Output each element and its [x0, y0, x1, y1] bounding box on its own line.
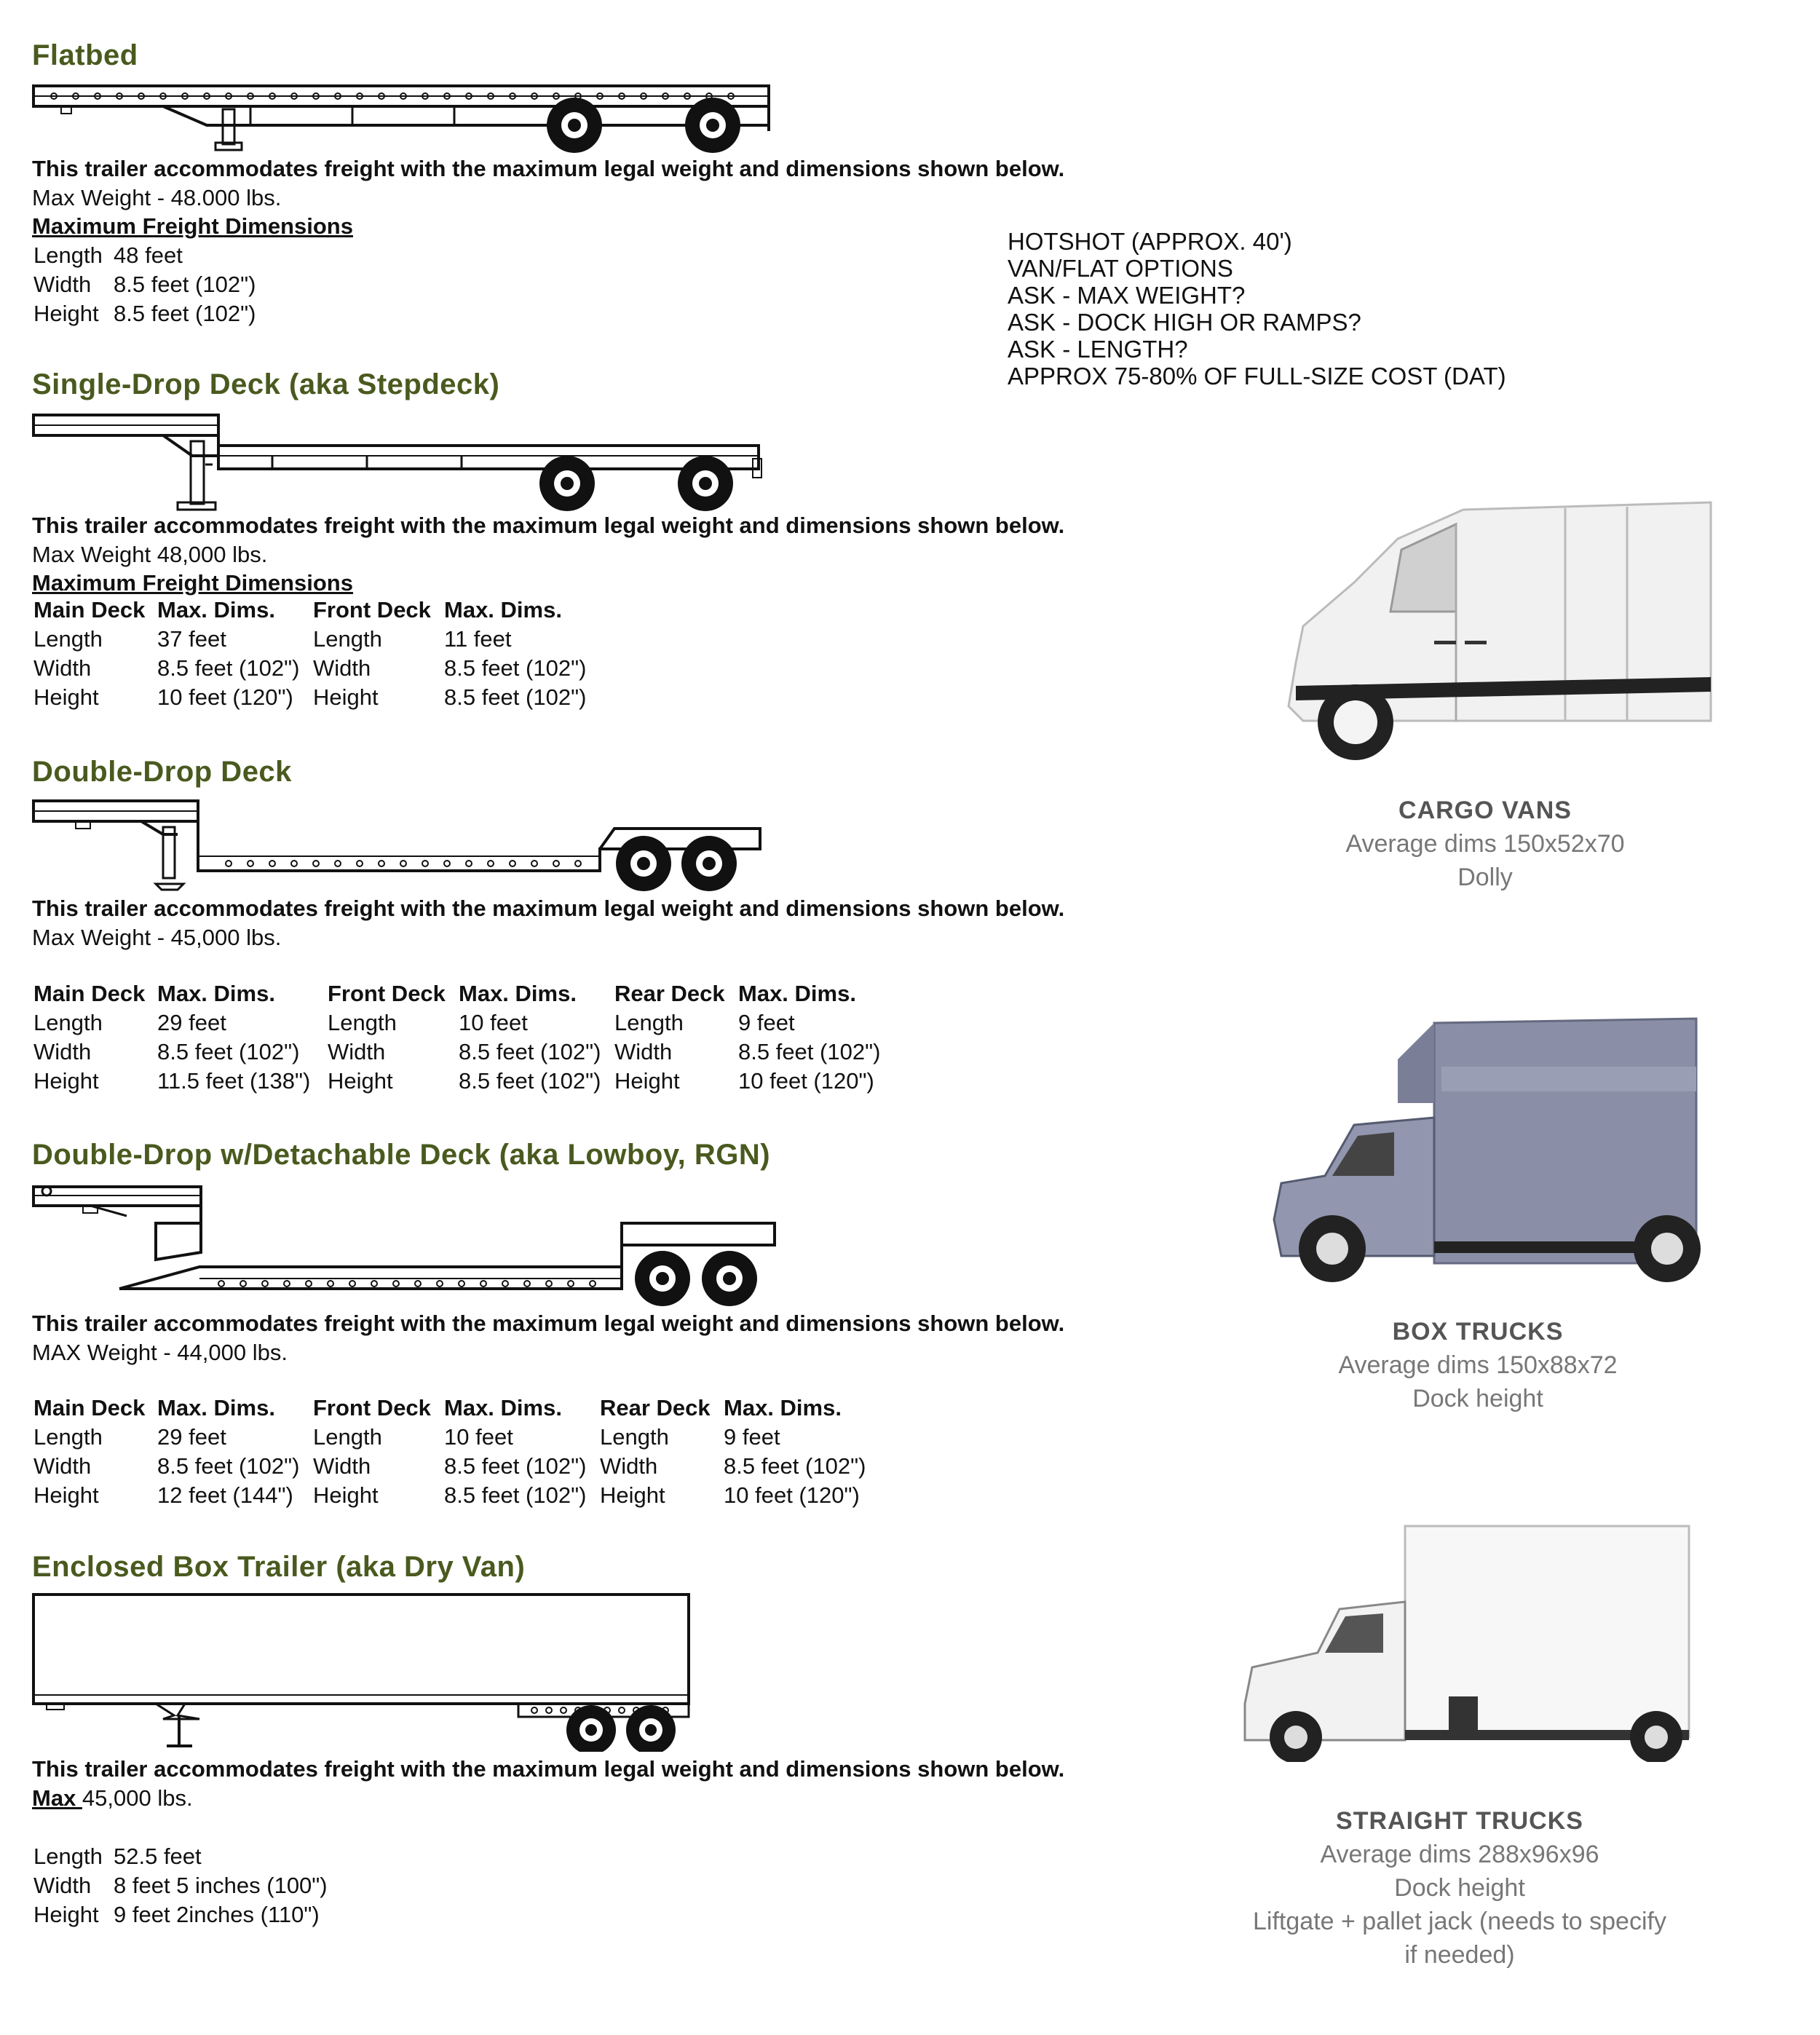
- dim-value: 10 feet (120"): [157, 684, 293, 710]
- col-header: Max. Dims.: [157, 1395, 275, 1420]
- box-trucks-dims: Average dims 150x88x72: [1338, 1351, 1618, 1379]
- dryvan-trailer-illustration: [32, 1592, 702, 1752]
- dim-label: Height: [614, 1068, 680, 1094]
- dim-value: 10 feet: [459, 1010, 528, 1035]
- doubledrop-main-deck-table: [33, 979, 310, 1096]
- col-header: Main Deck: [33, 597, 146, 623]
- dim-value: 37 feet: [157, 626, 226, 652]
- cargo-vans-caption: [1310, 794, 1660, 894]
- dim-label: Height: [313, 1482, 379, 1508]
- dim-value: 9 feet: [724, 1424, 780, 1450]
- stepdeck-intro: This trailer accommodates freight with the maximum legal weight and dimensions shown below.: [32, 513, 1065, 538]
- dim-value: 8 feet 5 inches (100"): [114, 1873, 328, 1898]
- dim-value: 10 feet: [444, 1424, 513, 1450]
- straight-trucks-title: STRAIGHT TRUCKS: [1336, 1807, 1583, 1835]
- straight-trucks-note2: Liftgate + pallet jack (needs to specify if needed): [1253, 1908, 1666, 1969]
- dim-value: 8.5 feet (102"): [444, 684, 587, 710]
- note-line: ASK - MAX WEIGHT?: [1008, 282, 1246, 309]
- doubledrop-intro: This trailer accommodates freight with the maximum legal weight and dimensions shown below.: [32, 896, 1065, 921]
- dim-value: 8.5 feet (102"): [724, 1453, 866, 1479]
- stepdeck-trailer-illustration: [32, 412, 767, 514]
- col-header: Max. Dims.: [157, 597, 275, 623]
- dim-label: Height: [33, 1902, 99, 1927]
- col-header: Main Deck: [33, 981, 146, 1006]
- col-header: Max. Dims.: [459, 981, 577, 1006]
- flatbed-dims-heading: Maximum Freight Dimensions: [32, 213, 353, 239]
- dim-label: Length: [614, 1010, 684, 1035]
- dim-label: Height: [33, 684, 99, 710]
- dim-value: 8.5 feet (102"): [114, 272, 256, 297]
- stepdeck-main-deck-table: [33, 596, 299, 712]
- col-header: Main Deck: [33, 1395, 146, 1420]
- dryvan-weight-value: 45,000 lbs.: [82, 1785, 193, 1811]
- lowboy-trailer-illustration: [32, 1179, 782, 1311]
- dryvan-weight-label: Max: [32, 1785, 82, 1811]
- dim-label: Width: [33, 1039, 92, 1064]
- dim-value: 9 feet: [738, 1010, 795, 1035]
- dim-value: 12 feet (144"): [157, 1482, 293, 1508]
- col-header: Max. Dims.: [724, 1395, 842, 1420]
- dim-value: 48 feet: [114, 242, 183, 268]
- straight-trucks-caption: [1223, 1804, 1696, 1972]
- note-line: HOTSHOT (APPROX. 40'): [1008, 228, 1292, 255]
- cargo-van-image: [1274, 495, 1718, 764]
- dim-label: Height: [328, 1068, 393, 1094]
- flatbed-title: Flatbed: [32, 39, 138, 71]
- col-header: Max. Dims.: [444, 1395, 562, 1420]
- dim-label: Width: [328, 1039, 386, 1064]
- note-line: ASK - DOCK HIGH OR RAMPS?: [1008, 309, 1361, 336]
- dim-label: Height: [33, 1482, 99, 1508]
- note-line: VAN/FLAT OPTIONS: [1008, 255, 1233, 282]
- doubledrop-trailer-illustration: [32, 798, 767, 893]
- dim-label: Length: [33, 242, 103, 268]
- dim-value: 8.5 feet (102"): [444, 1482, 587, 1508]
- lowboy-main-deck-table: [33, 1394, 299, 1510]
- cargo-vans-title: CARGO VANS: [1398, 797, 1572, 824]
- doubledrop-max-weight: Max Weight - 45,000 lbs.: [32, 925, 282, 950]
- box-trucks-caption: [1292, 1315, 1663, 1415]
- dim-label: Width: [614, 1039, 673, 1064]
- dim-label: Length: [313, 626, 382, 652]
- dim-label: Length: [328, 1010, 397, 1035]
- col-header: Max. Dims.: [157, 981, 275, 1006]
- dim-label: Width: [33, 655, 92, 681]
- box-trucks-title: BOX TRUCKS: [1392, 1318, 1564, 1346]
- lowboy-intro: This trailer accommodates freight with the maximum legal weight and dimensions shown below.: [32, 1311, 1065, 1336]
- box-trucks-note: Dock height: [1412, 1385, 1543, 1412]
- dim-value: 29 feet: [157, 1424, 226, 1450]
- doubledrop-title: Double-Drop Deck: [32, 756, 292, 788]
- doubledrop-front-deck-table: [328, 979, 601, 1096]
- dim-value: 8.5 feet (102"): [157, 655, 300, 681]
- col-header: Front Deck: [328, 981, 446, 1006]
- col-header: Max. Dims.: [738, 981, 856, 1006]
- dim-label: Width: [33, 272, 92, 297]
- note-line: ASK - LENGTH?: [1008, 336, 1188, 363]
- dim-value: 8.5 feet (102"): [444, 1453, 587, 1479]
- dim-label: Width: [600, 1453, 658, 1479]
- dim-value: 11.5 feet (138"): [157, 1068, 311, 1094]
- dryvan-title: Enclosed Box Trailer (aka Dry Van): [32, 1551, 526, 1583]
- straight-trucks-note: Dock height: [1394, 1874, 1525, 1902]
- straight-truck-image: [1230, 1522, 1696, 1762]
- stepdeck-dims-heading: Maximum Freight Dimensions: [32, 570, 353, 596]
- dim-value: 8.5 feet (102"): [459, 1039, 601, 1064]
- dim-value: 11 feet: [444, 626, 512, 652]
- dim-label: Length: [33, 1010, 103, 1035]
- dim-label: Length: [600, 1424, 669, 1450]
- dim-label: Height: [33, 1068, 99, 1094]
- dim-label: Height: [313, 684, 379, 710]
- box-truck-image: [1259, 1016, 1704, 1292]
- dim-value: 8.5 feet (102"): [114, 301, 256, 326]
- dim-label: Height: [33, 301, 99, 326]
- cargo-vans-note: Dolly: [1457, 864, 1513, 891]
- dim-label: Height: [600, 1482, 665, 1508]
- dim-value: 10 feet (120"): [724, 1482, 860, 1508]
- dim-value: 8.5 feet (102"): [459, 1068, 601, 1094]
- dryvan-intro: This trailer accommodates freight with the maximum legal weight and dimensions shown below.: [32, 1756, 1065, 1782]
- dim-label: Length: [33, 1424, 103, 1450]
- flatbed-max-weight: Max Weight - 48.000 lbs.: [32, 185, 282, 210]
- stepdeck-title: Single-Drop Deck (aka Stepdeck): [32, 368, 500, 400]
- dim-label: Width: [313, 1453, 371, 1479]
- lowboy-rear-deck-table: [600, 1394, 866, 1510]
- col-header: Front Deck: [313, 597, 431, 623]
- dim-value: 29 feet: [157, 1010, 226, 1035]
- straight-trucks-dims: Average dims 288x96x96: [1320, 1841, 1599, 1868]
- dim-value: 8.5 feet (102"): [157, 1039, 300, 1064]
- stepdeck-front-deck-table: [313, 596, 586, 712]
- dim-value: 52.5 feet: [114, 1844, 202, 1869]
- dim-label: Width: [313, 655, 371, 681]
- flatbed-trailer-illustration: [32, 80, 775, 160]
- dim-value: 8.5 feet (102"): [738, 1039, 881, 1064]
- dim-label: Width: [33, 1453, 92, 1479]
- doubledrop-rear-deck-table: [614, 979, 880, 1096]
- note-line: APPROX 75-80% OF FULL-SIZE COST (DAT): [1008, 363, 1506, 390]
- dim-label: Width: [33, 1873, 92, 1898]
- col-header: Front Deck: [313, 1395, 431, 1420]
- dim-value: 8.5 feet (102"): [157, 1453, 300, 1479]
- dim-label: Length: [33, 626, 103, 652]
- lowboy-front-deck-table: [313, 1394, 586, 1510]
- lowboy-max-weight: MAX Weight - 44,000 lbs.: [32, 1340, 288, 1365]
- flatbed-intro: This trailer accommodates freight with the maximum legal weight and dimensions shown below.: [32, 156, 1065, 181]
- dim-label: Length: [33, 1844, 103, 1869]
- cargo-vans-dims: Average dims 150x52x70: [1345, 830, 1625, 858]
- dryvan-dims: [33, 1842, 328, 1929]
- dim-value: 10 feet (120"): [738, 1068, 874, 1094]
- flatbed-dims: [33, 241, 256, 328]
- hotshot-notes: [1008, 228, 1506, 390]
- dim-label: Length: [313, 1424, 382, 1450]
- dim-value: 9 feet 2inches (110"): [114, 1902, 320, 1927]
- col-header: Rear Deck: [600, 1395, 711, 1420]
- lowboy-title: Double-Drop w/Detachable Deck (aka Lowboy, RGN): [32, 1139, 771, 1171]
- col-header: Max. Dims.: [444, 597, 562, 623]
- dim-value: 8.5 feet (102"): [444, 655, 587, 681]
- col-header: Rear Deck: [614, 981, 725, 1006]
- stepdeck-max-weight: Max Weight 48,000 lbs.: [32, 542, 268, 567]
- dryvan-max-weight: [32, 1784, 193, 1813]
